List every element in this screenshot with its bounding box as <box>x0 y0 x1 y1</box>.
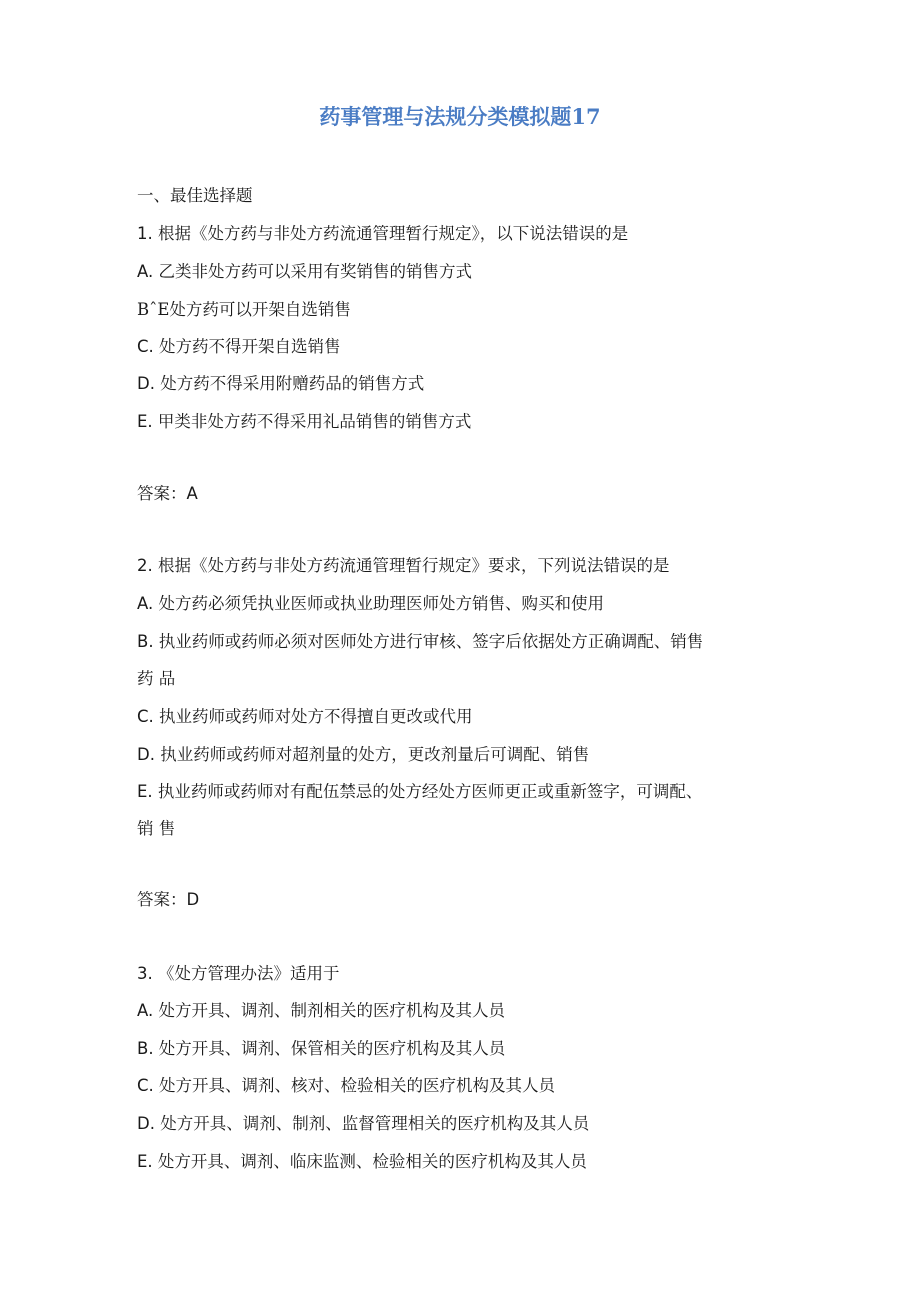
q2-answer: 答案：D <box>137 890 200 909</box>
document-title: 药事管理与法规分类模拟题17 <box>319 104 601 129</box>
q1-option-c: C. 处方药不得开架自选销售 <box>137 337 341 356</box>
q2-stem: 2. 根据《处方药与非处方药流通管理暂行规定》要求，下列说法错误的是 <box>137 556 670 575</box>
q3-option-d: D. 处方开具、调剂、制剂、监督管理相关的医疗机构及其人员 <box>137 1114 590 1133</box>
q1-answer: 答案：A <box>137 484 198 503</box>
q1-stem: 1. 根据《处方药与非处方药流通管理暂行规定》，以下说法错误的是 <box>137 224 629 243</box>
q2-option-e-continuation: 销 售 <box>137 819 176 838</box>
q3-option-e: E. 处方开具、调剂、临床监测、检验相关的医疗机构及其人员 <box>137 1152 587 1171</box>
q2-option-b: B. 执业药师或药师必须对医师处方进行审核、签字后依据处方正确调配、销售 <box>137 632 704 651</box>
q3-option-b: B. 处方开具、调剂、保管相关的医疗机构及其人员 <box>137 1039 506 1058</box>
q1-option-b: BˆE处方药可以开架自选销售 <box>137 300 351 319</box>
q2-option-b-continuation: 药 品 <box>137 669 176 688</box>
q2-option-c: C. 执业药师或药师对处方不得擅自更改或代用 <box>137 707 473 726</box>
q3-option-c: C. 处方开具、调剂、核对、检验相关的医疗机构及其人员 <box>137 1076 556 1095</box>
q2-option-e: E. 执业药师或药师对有配伍禁忌的处方经处方医师更正或重新签字，可调配、 <box>137 782 703 801</box>
q2-option-a: A. 处方药必须凭执业医师或执业助理医师处方销售、购买和使用 <box>137 594 604 613</box>
q1-option-e: E. 甲类非处方药不得采用礼品销售的销售方式 <box>137 412 472 431</box>
q3-option-a: A. 处方开具、调剂、制剂相关的医疗机构及其人员 <box>137 1001 505 1020</box>
q3-stem: 3. 《处方管理办法》适用于 <box>137 964 340 983</box>
q1-option-d: D. 处方药不得采用附赠药品的销售方式 <box>137 374 425 393</box>
section-heading: 一、最佳选择题 <box>137 186 253 205</box>
q2-option-d: D. 执业药师或药师对超剂量的处方，更改剂量后可调配、销售 <box>137 745 590 764</box>
q1-option-a: A. 乙类非处方药可以采用有奖销售的销售方式 <box>137 262 472 281</box>
